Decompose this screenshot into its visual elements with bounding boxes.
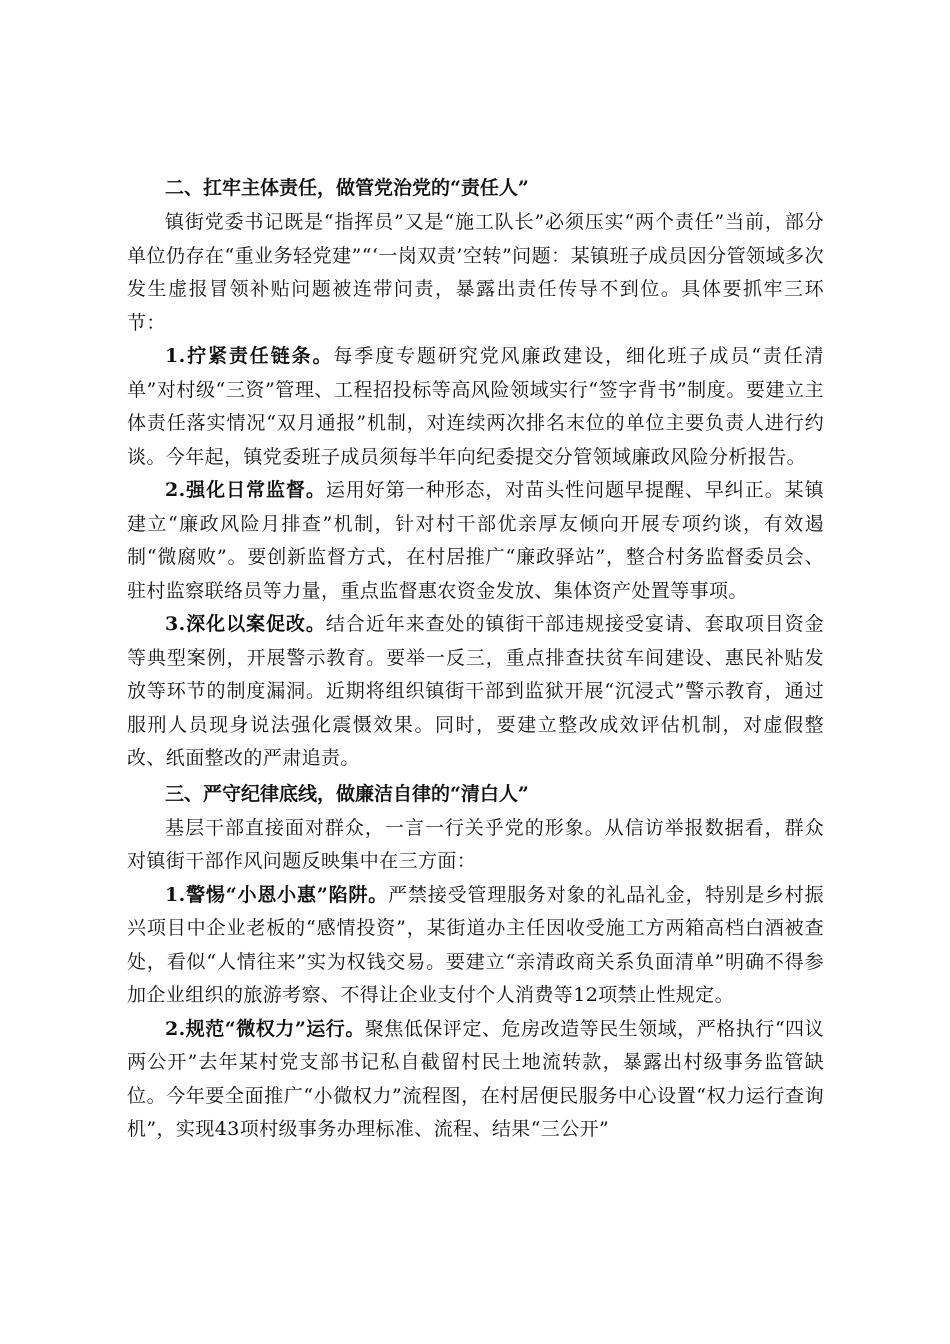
section-2-intro: 镇街党委书记既是“指挥员”又是“施工队长”必须压实“两个责任”当前，部分单位仍存在“重业务轻党建”“‘一岗双责’空转”问题：某镇班子成员因分管领域多次发生虚报冒领补贴问题被连带问责，暴露出责任传导不到位。具体要抓牢三环节： <box>127 211 824 334</box>
section-2-item-1 <box>127 340 824 474</box>
section-heading-3: 三、严守纪律底线，做廉洁自律的“清白人” <box>165 782 529 805</box>
section-3-item-1 <box>127 879 824 1013</box>
section-2-item-2 <box>127 474 824 608</box>
section-3-item-2 <box>127 1013 824 1147</box>
item-lead: 3.深化以案促改。 <box>165 613 326 635</box>
section-heading-2: 二、扛牢主体责任，做管党治党的“责任人” <box>165 177 529 199</box>
item-lead: 1.拧紧责任链条。 <box>165 345 334 367</box>
item-lead: 1.警惕“小恩小惠”陷阱。 <box>165 883 389 906</box>
section-3-intro: 基层干部直接面对群众，一言一行关乎党的形象。从信访举报数据看，群众对镇街干部作风问题反映集中在三方面： <box>127 816 824 872</box>
item-text: 运用好第一种形态，对苗头性问题早提醒、早纠正。某镇建立“廉政风险月排查”机制，针对村干部优亲厚友倾向开展专项约谈，有效遏制“微腐败”。要创新监督方式，在村居推广“廉政驿站”，整合村务监督委员会、驻村监察联络员等力量，重点监督惠农资金发放、集体资产处置等事项。 <box>127 479 824 602</box>
document-body <box>127 170 824 1147</box>
item-lead: 2.规范“微权力”运行。 <box>165 1017 365 1040</box>
item-text: 严禁接受管理服务对象的礼品礼金，特别是乡村振兴项目中企业老板的“感情投资”，某街道办主任因收受施工方两箱高档白酒被查处，看似“人情往来”实为权钱交易。要建立“亲清政商关系负面清单”明确不得参加企业组织的旅游考察、不得让企业支付个人消费等12项禁止性规定。 <box>127 883 824 1006</box>
item-text: 聚焦低保评定、危房改造等民生领域，严格执行“四议两公开”去年某村党支部书记私自截留村民土地流转款，暴露出村级事务监管缺位。今年要全面推广“小微权力”流程图，在村居便民服务中心设置“权力运行查询机”，实现43项村级事务办理标准、流程、结果“三公开” <box>127 1017 824 1140</box>
section-2-item-3 <box>127 608 824 776</box>
item-text: 每季度专题研究党风廉政建设，细化班子成员“责任清单”对村级“三资”管理、工程招投标等高风险领域实行“签字背书”制度。要建立主体责任落实情况“双月通报”机制，对连续两次排名末位的单位主要负责人进行约谈。今年起，镇党委班子成员须每半年向纪委提交分管领域廉政风险分析报告。 <box>127 345 824 468</box>
item-lead: 2.强化日常监督。 <box>165 479 326 501</box>
item-text: 结合近年来查处的镇街干部违规接受宴请、套取项目资金等典型案例，开展警示教育。要举一反三，重点排查扶贫车间建设、惠民补贴发放等环节的制度漏洞。近期将组织镇街干部到监狱开展“沉浸式”警示教育，通过服刑人员现身说法强化震慑效果。同时，要建立整改成效评估机制，对虚假整改、纸面整改的严肃追责。 <box>127 613 824 769</box>
